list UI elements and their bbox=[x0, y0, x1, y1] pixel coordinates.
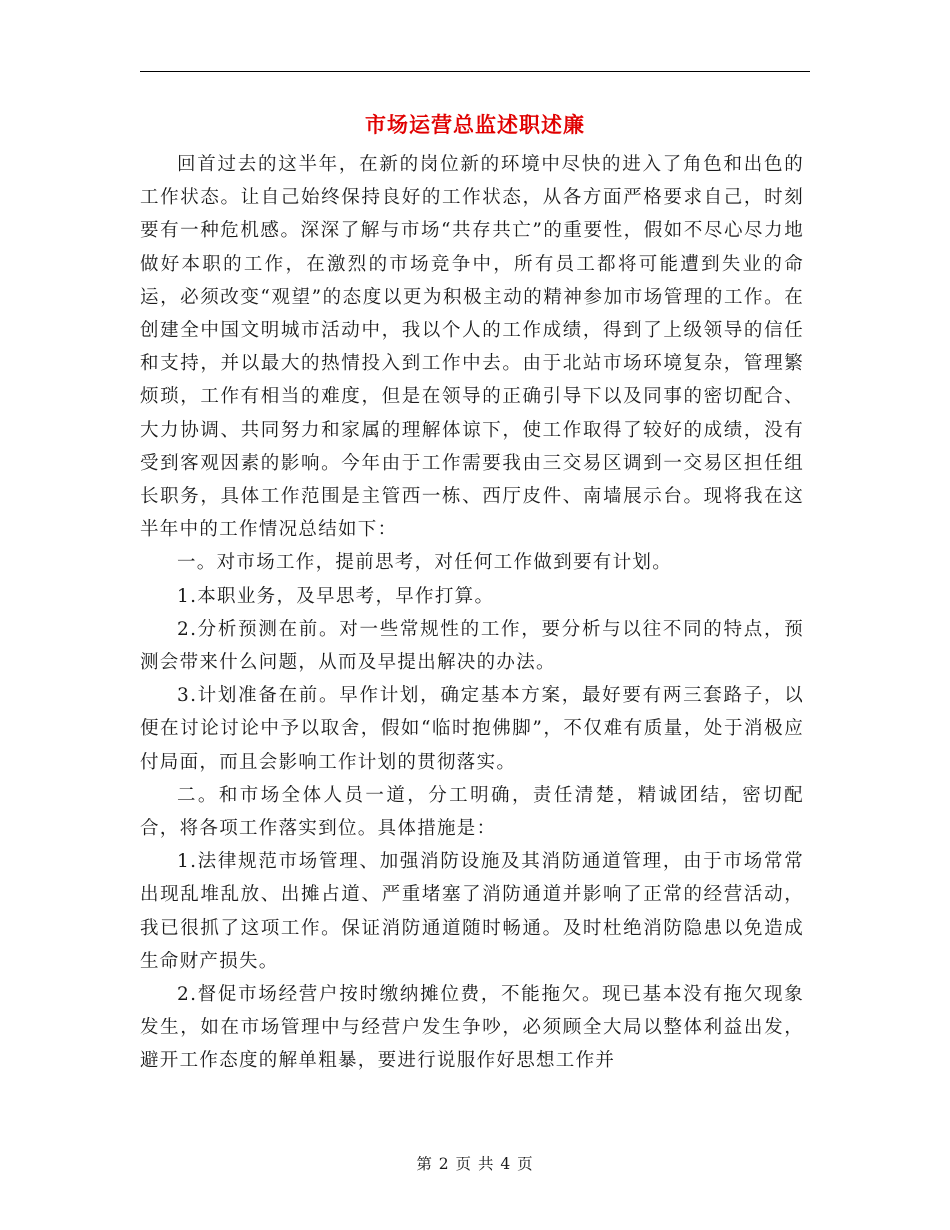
document-body bbox=[140, 148, 804, 1078]
paragraph-section-1-heading: 一。对市场工作，提前思考，对任何工作做到要有计划。 bbox=[177, 552, 673, 574]
paragraph-item-2-1: 1.法律规范市场管理、加强消防设施及其消防通道管理，由于市场常常出现乱堆乱放、出摊占道、严重堵塞了消防通道并影响了正常的经营活动，我已很抓了这项工作。保证消防通道随时畅通。及时杜绝消防隐患以免造成生命财产损失。 bbox=[140, 851, 804, 972]
paragraph-item-1-1: 1.本职业务，及早思考，早作打算。 bbox=[177, 585, 495, 607]
paragraph-item-1-3: 3.计划准备在前。早作计划，确定基本方案，最好要有两三套路子，以便在讨论讨论中予以取舍，假如“临时抱佛脚”，不仅难有质量，处于消极应付局面，而且会影响工作计划的贯彻落实。 bbox=[140, 685, 804, 773]
header-rule bbox=[140, 71, 810, 72]
paragraph-section-2-heading: 二。和市场全体人员一道，分工明确，责任清楚，精诚团结，密切配合，将各项工作落实到位。具体措施是： bbox=[140, 784, 804, 840]
document-title: 市场运营总监述职述廉 bbox=[365, 112, 585, 137]
paragraph-intro: 回首过去的这半年，在新的岗位新的环境中尽快的进入了角色和出色的工作状态。让自己始终保持良好的工作状态，从各方面严格要求自己，时刻要有一种危机感。深深了解与市场“共存共亡”的重要性，假如不尽心尽力地做好本职的工作，在激烈的市场竞争中，所有员工都将可能遭到失业的命运，必须改变“观望”的态度以更为积极主动的精神参加市场管理的工作。在创建全中国文明城市活动中，我以个人的工作成绩，得到了上级领导的信任和支持，并以最大的热情投入到工作中去。由于北站市场环境复杂，管理繁烦琐，工作有相当的难度，但是在领导的正确引导下以及同事的密切配合、大力协调、共同努力和家属的理解体谅下，使工作取得了较好的成绩，没有受到客观因素的影响。今年由于工作需要我由三交易区调到一交易区担任组长职务，具体工作范围是主管西一栋、西厅皮件、南墙展示台。现将我在这半年中的工作情况总结如下： bbox=[140, 154, 804, 541]
paragraph-item-2-2: 2.督促市场经营户按时缴纳摊位费，不能拖欠。现已基本没有拖欠现象发生，如在市场管理中与经营户发生争吵，必须顾全大局以整体利益出发，避开工作态度的解单粗暴，要进行说服作好思想工作并 bbox=[140, 984, 804, 1072]
page-number-footer: 第 2 页 共 4 页 bbox=[416, 1155, 534, 1173]
paragraph-item-1-2: 2.分析预测在前。对一些常规性的工作，要分析与以往不同的特点，预测会带来什么问题，从而及早提出解决的办法。 bbox=[140, 618, 804, 674]
